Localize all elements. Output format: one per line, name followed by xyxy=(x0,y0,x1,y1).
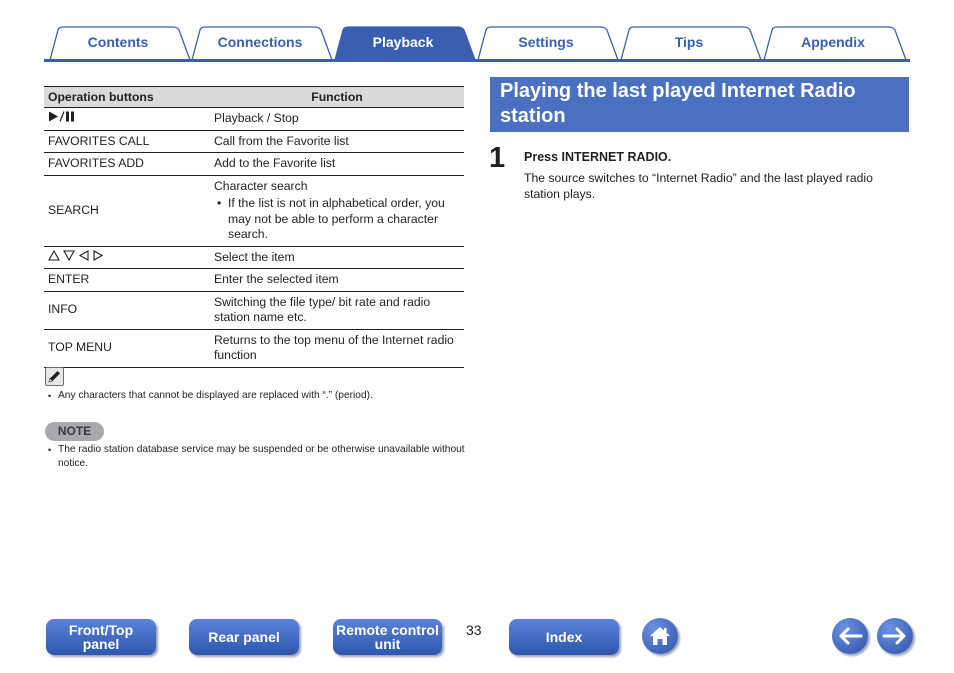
function-cell: Enter the selected item xyxy=(210,269,464,292)
note-badge: NOTE xyxy=(45,422,104,441)
table-row xyxy=(44,329,464,367)
cursor-arrows-icon xyxy=(48,250,104,261)
column-header-function: Function xyxy=(210,87,464,108)
function-cell xyxy=(210,175,464,246)
home-button[interactable] xyxy=(642,618,678,654)
front-top-panel-button[interactable] xyxy=(46,619,156,655)
tab-connections[interactable] xyxy=(186,26,334,60)
tab-label: Contents xyxy=(87,34,149,50)
table-row xyxy=(44,269,464,292)
table-row xyxy=(44,175,464,246)
table-row xyxy=(44,153,464,176)
tab-playback[interactable] xyxy=(329,26,477,60)
function-cell: Select the item xyxy=(210,246,464,269)
function-cell: Call from the Favorite list xyxy=(210,130,464,153)
operation-cell: TOP MENU xyxy=(44,329,210,367)
tab-underline xyxy=(44,59,910,62)
operation-cell: ENTER xyxy=(44,269,210,292)
operation-cell: FAVORITES CALL xyxy=(44,130,210,153)
table-header-row xyxy=(44,87,464,108)
top-tab-bar xyxy=(44,26,910,62)
step-number: 1 xyxy=(489,142,506,174)
operation-buttons-table xyxy=(44,86,464,368)
home-icon xyxy=(648,625,672,647)
function-cell: Switching the file type/ bit rate and radio station name etc. xyxy=(210,291,464,329)
operation-cell: SEARCH xyxy=(44,175,210,246)
tab-label: Tips xyxy=(674,34,704,50)
index-button[interactable] xyxy=(509,619,619,655)
tab-contents[interactable] xyxy=(44,26,192,60)
button-label-line1: Remote control xyxy=(336,622,439,638)
function-cell: Returns to the top menu of the Internet radio function xyxy=(210,329,464,367)
step-description: The source switches to “Internet Radio” and the last played radio station plays. xyxy=(524,171,873,201)
operation-cell xyxy=(44,108,210,131)
table-row xyxy=(44,246,464,269)
tab-label: Appendix xyxy=(801,34,865,50)
operation-cell xyxy=(44,246,210,269)
button-label: Rear panel xyxy=(208,629,280,645)
memo-text: • Any characters that cannot be displayed are replaced with “.” (period). xyxy=(46,389,466,403)
back-button[interactable] xyxy=(832,618,868,654)
arrow-right-icon xyxy=(882,626,908,646)
pencil-icon xyxy=(45,367,64,386)
tab-label: Connections xyxy=(217,34,303,50)
button-label-line1: Front/Top xyxy=(68,622,134,638)
page-number: 33 xyxy=(466,622,482,638)
tab-label: Settings xyxy=(518,34,574,50)
table-row xyxy=(44,130,464,153)
operation-cell: INFO xyxy=(44,291,210,329)
function-note-item: • If the list is not in alphabetical order, you may not be able to perform a character search. xyxy=(214,196,460,243)
section-title: Playing the last played Internet Radio station xyxy=(490,77,909,132)
function-notes xyxy=(214,196,460,243)
forward-button[interactable] xyxy=(877,618,913,654)
operation-cell: FAVORITES ADD xyxy=(44,153,210,176)
button-label: Index xyxy=(545,629,583,645)
button-label-line2: unit xyxy=(374,636,401,652)
note-text: • The radio station database service may be suspended or be otherwise unavailable without notice. xyxy=(46,443,466,471)
function-cell: Add to the Favorite list xyxy=(210,153,464,176)
table-row xyxy=(44,291,464,329)
step-title: Press INTERNET RADIO. xyxy=(524,150,672,164)
tab-appendix[interactable] xyxy=(758,26,908,60)
rear-panel-button[interactable] xyxy=(189,619,299,655)
function-cell: Playback / Stop xyxy=(210,108,464,131)
remote-control-unit-button[interactable] xyxy=(333,619,442,655)
tab-label: Playback xyxy=(372,34,434,50)
play-pause-icon xyxy=(48,111,76,122)
arrow-left-icon xyxy=(837,626,863,646)
tab-tips[interactable] xyxy=(615,26,763,60)
button-label-line2: panel xyxy=(82,636,120,652)
table-row xyxy=(44,108,464,131)
column-header-operation-buttons: Operation buttons xyxy=(44,87,210,108)
function-text: Character search xyxy=(214,178,308,193)
tab-settings[interactable] xyxy=(472,26,620,60)
